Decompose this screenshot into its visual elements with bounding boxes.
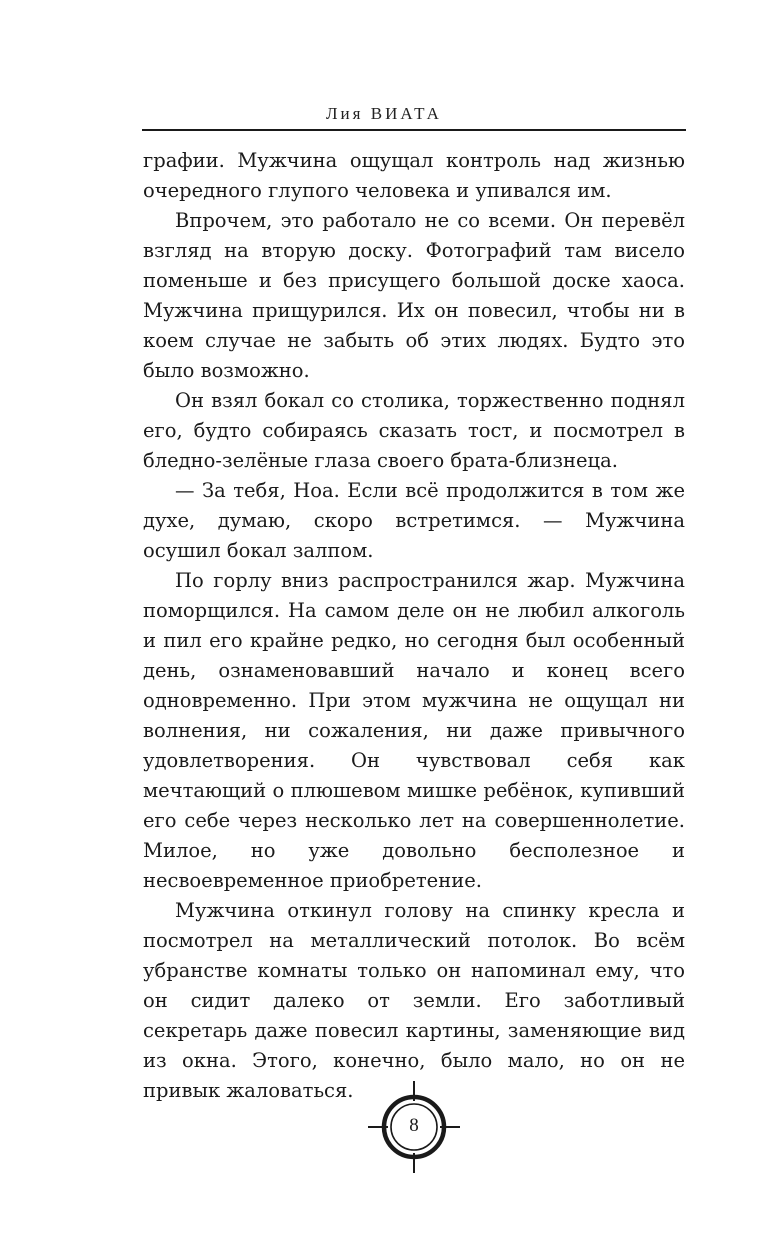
paragraph: Мужчина откинул голову на спинку кресла и посмотрел на металлический потолок. Во всём убранстве комнаты только он напоминал ему, что он сидит далеко от земли. Его заботливый секретарь даже повесил картины, заменяющие вид из окна. Этого, конечно, было мало, но он не привык жаловаться. — [143, 899, 685, 1102]
running-head: Лия ВИАТА — [326, 104, 442, 123]
header-rule — [142, 129, 686, 131]
page-number-ornament — [366, 1079, 462, 1175]
paragraph: графии. Мужчина ощущал контроль над жизнью очередного глупого человека и упивался им. — [143, 149, 685, 202]
body-text — [143, 146, 685, 1106]
paragraph: Он взял бокал со столика, торжественно поднял его, будто собираясь сказать тост, и посмотрел в бледно-зелёные глаза своего брата-близнеца. — [143, 389, 685, 472]
paragraph: Впрочем, это работало не со всеми. Он перевёл взгляд на вторую доску. Фотографий там висело поменьше и без присущего большой доске хаоса. Мужчина прищурился. Их он повесил, чтобы ни в коем случае не забыть об этих людях. Будто это было возможно. — [143, 209, 685, 382]
paragraph: По горлу вниз распространился жар. Мужчина поморщился. На самом деле он не любил алкоголь и пил его крайне редко, но сегодня был особенный день, ознаменовавший начало и конец всего одновременно. При этом мужчина не ощущал ни волнения, ни сожаления, ни даже привычного удовлетворения. Он чувствовал себя как мечтающий о плюшевом мишке ребёнок, купивший его себе через несколько лет на совершеннолетие. Милое, но уже довольно бесполезное и несвоевременное приобретение. — [143, 569, 685, 892]
paragraph: — За тебя, Ноа. Если всё продолжится в том же духе, думаю, скоро встретимся. — Мужчина осушил бокал залпом. — [143, 479, 685, 562]
page-number: 8 — [409, 1115, 419, 1136]
